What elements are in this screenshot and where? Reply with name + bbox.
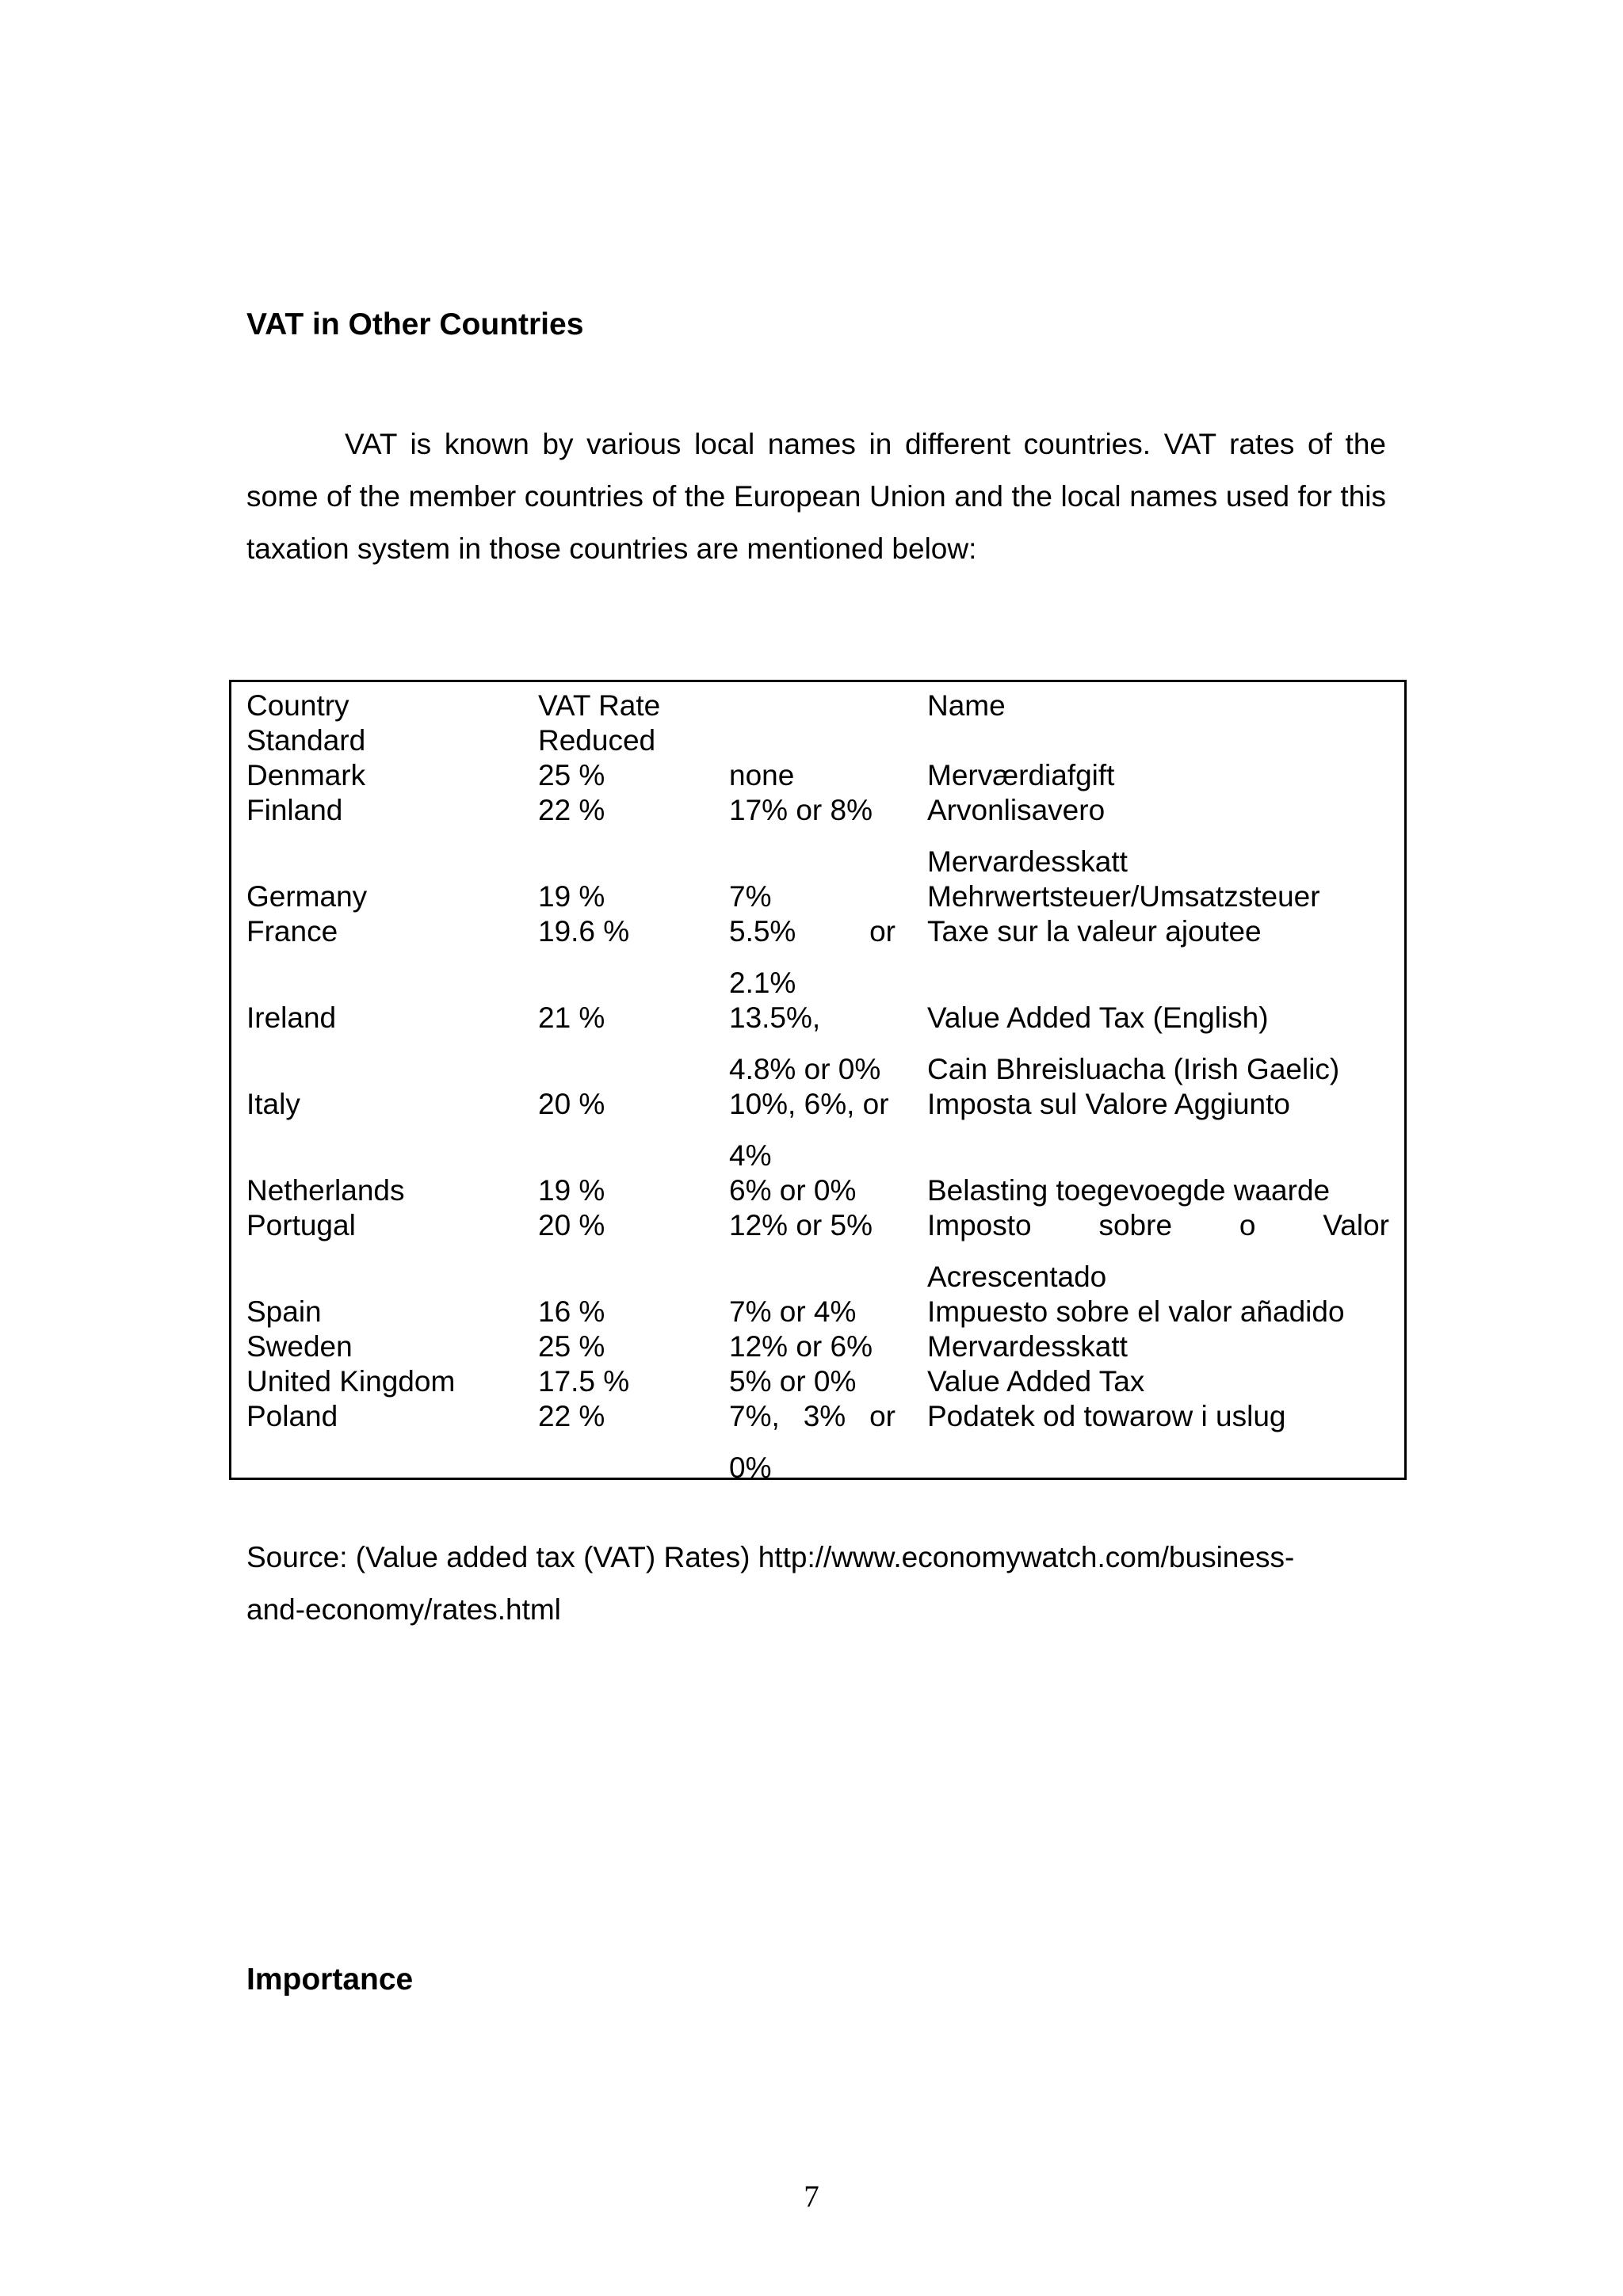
row-standard-rate: 25 % [538,1330,605,1363]
local-name-word: Valor [1323,1209,1389,1241]
reduced-rate-part: or [869,915,896,948]
row-local-name-line2: Acrescentado [927,1261,1107,1293]
row-country: Sweden [246,1330,353,1363]
row-country: Finland [246,794,343,826]
row-local-name: Arvonlisavero [927,794,1106,826]
row-country: Italy [246,1088,300,1120]
row-reduced-rate: 17% or 8% [729,794,873,826]
row-standard-rate: 25 % [538,759,605,791]
row-local-name: Impuesto sobre el valor añadido [927,1295,1345,1328]
row-local-name [927,1208,1389,1243]
row-country: Spain [246,1295,322,1328]
reduced-rate-part: or [869,1400,896,1432]
vat-rates-table [229,680,1407,1484]
row-country: France [246,915,338,948]
row-local-name-line2: Mervardesskatt [927,845,1128,878]
reduced-rate-part: 3% [803,1400,846,1432]
row-local-name: Mervardesskatt [927,1330,1128,1363]
row-country: Germany [246,880,368,913]
row-local-name: Taxe sur la valeur ajoutee [927,915,1262,948]
row-reduced-rate: 5% or 0% [729,1365,857,1398]
row-reduced-rate-line2: 0% [729,1451,772,1484]
row-reduced-rate: 10%, 6%, or [729,1088,889,1120]
row-local-name: Belasting toegevoegde waarde [927,1174,1331,1207]
row-country: Ireland [246,1001,337,1034]
row-country: Denmark [246,759,366,791]
header-vat-rate: VAT Rate [538,689,661,722]
section-heading: VAT in Other Countries [246,307,584,341]
row-reduced-rate: 12% or 5% [729,1209,873,1241]
row-reduced-rate: 7% [729,880,772,913]
row-reduced-rate-line2: 2.1% [729,967,796,999]
local-name-word: Imposto [927,1209,1032,1241]
row-standard-rate: 20 % [538,1088,605,1120]
reduced-rate-part: 7%, [729,1400,780,1432]
header-name: Name [927,689,1006,722]
row-reduced-rate: 6% or 0% [729,1174,857,1207]
row-local-name: Merværdiafgift [927,759,1115,791]
row-local-name: Mehrwertsteuer/Umsatzsteuer [927,880,1320,913]
source-line-2: and-economy/rates.html [246,1593,561,1626]
row-reduced-rate [729,1399,896,1434]
reduced-rate-part: 5.5% [729,915,796,948]
source-citation [246,1531,1356,1636]
header-standard: Standard [246,724,366,757]
row-local-name: Value Added Tax (English) [927,1001,1269,1034]
row-standard-rate: 16 % [538,1295,605,1328]
row-local-name: Podatek od towarow i uslug [927,1400,1286,1432]
row-standard-rate: 17.5 % [538,1365,630,1398]
row-reduced-rate: 12% or 6% [729,1330,873,1363]
row-reduced-rate: 7% or 4% [729,1295,857,1328]
row-standard-rate: 19 % [538,1174,605,1207]
row-standard-rate: 20 % [538,1209,605,1241]
row-standard-rate: 19.6 % [538,915,630,948]
row-standard-rate: 22 % [538,1400,605,1432]
row-reduced-rate [729,914,896,949]
row-local-name: Imposta sul Valore Aggiunto [927,1088,1290,1120]
row-local-name: Value Added Tax [927,1365,1145,1398]
row-local-name-line2: Cain Bhreisluacha (Irish Gaelic) [927,1053,1340,1085]
header-reduced: Reduced [538,724,656,757]
intro-paragraph: VAT is known by various local names in different countries. VAT rates of the some of the member countries of the European Union and the local names used for this taxation system in those countries are mentioned below: [246,428,1386,565]
local-name-word: sobre [1098,1209,1173,1241]
row-reduced-rate-line2: 4.8% or 0% [729,1053,881,1085]
header-country: Country [246,689,349,722]
row-country: Netherlands [246,1174,405,1207]
importance-heading: Importance [246,1962,414,1997]
row-reduced-rate-line2: 4% [729,1139,772,1172]
row-reduced-rate: 13.5%, [729,1001,821,1034]
local-name-word: o [1239,1209,1256,1241]
row-reduced-rate: none [729,759,795,791]
row-country: Portugal [246,1209,356,1241]
source-line-1: Source: (Value added tax (VAT) Rates) http://www.economywatch.com/business- [246,1541,1295,1573]
page-number: 7 [804,2180,819,2214]
row-standard-rate: 21 % [538,1001,605,1034]
row-standard-rate: 19 % [538,880,605,913]
row-country: Poland [246,1400,338,1432]
row-country: United Kingdom [246,1365,456,1398]
row-standard-rate: 22 % [538,794,605,826]
